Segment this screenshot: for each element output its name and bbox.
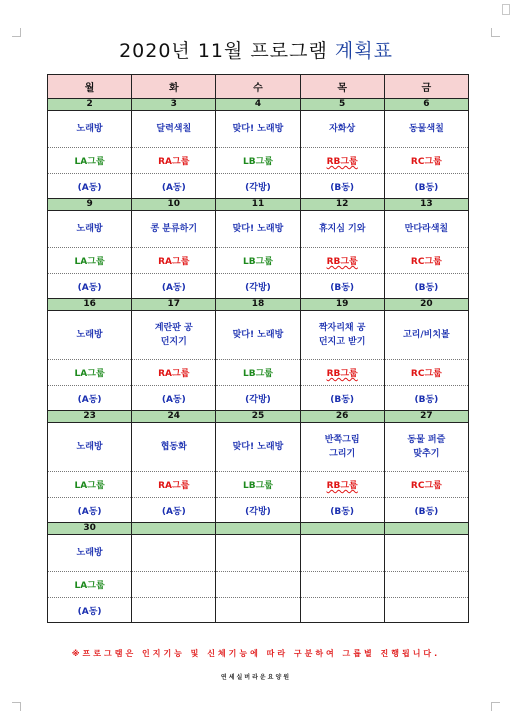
group-cell: RA그룹 [132,248,216,274]
activity-cell: 동물색칠 [384,111,468,148]
group-cell: RC그룹 [384,360,468,386]
group-cell: RC그룹 [384,472,468,498]
room-cell: (각방) [216,174,300,199]
activity-cell: 동물 퍼즐 맞추기 [384,423,468,472]
title-highlight: 계획표 [334,40,393,62]
room-cell: (B동) [300,386,384,411]
date-cell: 25 [216,411,300,423]
room-cell: (A동) [48,174,132,199]
date-cell: 4 [216,99,300,111]
activity-cell: 노래방 [48,211,132,248]
activity-cell: 콩 분류하기 [132,211,216,248]
room-cell: (B동) [300,498,384,523]
week-2-dates-row [48,199,469,211]
activity-cell: 노래방 [48,311,132,360]
activity-cell: 맞다! 노래방 [216,311,300,360]
week-1-dates-row [48,99,469,111]
week-1-activities-row [48,111,469,148]
date-cell [216,523,300,535]
group-cell [300,572,384,598]
room-cell: (A동) [48,386,132,411]
activity-cell: 반쪽그림 그리기 [300,423,384,472]
room-cell: (A동) [132,174,216,199]
room-cell: (B동) [384,498,468,523]
week-4-groups-row [48,472,469,498]
week-3-activities-row [48,311,469,360]
room-cell: (B동) [384,174,468,199]
activity-cell: 맞다! 노래방 [216,111,300,148]
date-cell: 24 [132,411,216,423]
date-cell: 18 [216,299,300,311]
activity-cell: 맞다! 노래방 [216,423,300,472]
date-cell: 16 [48,299,132,311]
weekday-header-cell: 화 [132,75,216,99]
week-3-rooms-row [48,386,469,411]
activity-cell: 고리/비치볼 [384,311,468,360]
group-cell [216,572,300,598]
date-cell: 9 [48,199,132,211]
week-5-activities-row [48,535,469,572]
week-2-activities-row [48,211,469,248]
group-cell: RA그룹 [132,360,216,386]
activity-cell: 달력색칠 [132,111,216,148]
room-cell: (A동) [132,274,216,299]
page-title [0,36,512,63]
activity-cell [216,535,300,572]
group-cell: LB그룹 [216,360,300,386]
activity-cell: 자화상 [300,111,384,148]
weekday-header-cell: 금 [384,75,468,99]
group-cell: RC그룹 [384,148,468,174]
activity-cell: 맞다! 노래방 [216,211,300,248]
date-cell: 3 [132,99,216,111]
date-cell: 13 [384,199,468,211]
week-3-dates-row [48,299,469,311]
date-cell: 12 [300,199,384,211]
date-cell [300,523,384,535]
program-schedule-table [47,74,469,623]
date-cell [384,523,468,535]
activity-cell: 계란판 공 던지기 [132,311,216,360]
week-5-rooms-row [48,598,469,623]
activity-cell [132,535,216,572]
room-cell: (각방) [216,274,300,299]
date-cell: 27 [384,411,468,423]
week-2-groups-row [48,248,469,274]
date-cell: 30 [48,523,132,535]
group-cell: RC그룹 [384,248,468,274]
date-cell: 6 [384,99,468,111]
room-cell: (A동) [132,498,216,523]
date-cell: 19 [300,299,384,311]
group-cell: RB그룹 [300,360,384,386]
activity-cell: 협동화 [132,423,216,472]
date-cell: 5 [300,99,384,111]
activity-cell: 짝자리채 공 던지고 받기 [300,311,384,360]
week-4-rooms-row [48,498,469,523]
room-cell: (각방) [216,386,300,411]
title-main: 2020년 11월 프로그램 [119,40,328,62]
week-2-rooms-row [48,274,469,299]
group-cell: LA그룹 [48,472,132,498]
group-cell: RB그룹 [300,472,384,498]
group-cell: LA그룹 [48,248,132,274]
week-5-groups-row [48,572,469,598]
activity-cell: 만다라색칠 [384,211,468,248]
room-cell: (B동) [384,386,468,411]
weekday-header-cell: 월 [48,75,132,99]
group-cell: RB그룹 [300,248,384,274]
room-cell [384,598,468,623]
group-cell: RA그룹 [132,472,216,498]
date-cell: 10 [132,199,216,211]
week-1-groups-row [48,148,469,174]
weekday-header-cell: 목 [300,75,384,99]
group-cell: LA그룹 [48,360,132,386]
room-cell: (B동) [384,274,468,299]
group-cell: LB그룹 [216,148,300,174]
program-note: ※프로그램은 인지기능 및 신체기능에 따라 구분하여 그룹별 진행됩니다. [71,649,441,658]
weekday-header-cell: 수 [216,75,300,99]
room-cell: (A동) [132,386,216,411]
week-5-dates-row [48,523,469,535]
group-cell: LB그룹 [216,248,300,274]
week-3-groups-row [48,360,469,386]
date-cell: 11 [216,199,300,211]
date-cell: 17 [132,299,216,311]
group-cell: LB그룹 [216,472,300,498]
group-cell: LA그룹 [48,148,132,174]
group-cell: RB그룹 [300,148,384,174]
room-cell [132,598,216,623]
room-cell: (A동) [48,498,132,523]
activity-cell: 노래방 [48,111,132,148]
page-corner-marker [502,4,510,15]
week-4-dates-row [48,411,469,423]
activity-cell [300,535,384,572]
crop-mark-bottom-right [491,702,500,711]
activity-cell: 노래방 [48,535,132,572]
facility-name-footer: 연세실버라운요양원 [220,674,292,681]
activity-cell [384,535,468,572]
week-1-rooms-row [48,174,469,199]
date-cell: 23 [48,411,132,423]
group-cell: LA그룹 [48,572,132,598]
room-cell: (A동) [48,274,132,299]
group-cell [132,572,216,598]
activity-cell: 노래방 [48,423,132,472]
date-cell: 26 [300,411,384,423]
group-cell [384,572,468,598]
date-cell: 20 [384,299,468,311]
activity-cell: 휴지심 기와 [300,211,384,248]
week-4-activities-row [48,423,469,472]
date-cell [132,523,216,535]
crop-mark-bottom-left [12,702,21,711]
room-cell [300,598,384,623]
weekday-header-row [48,75,469,99]
room-cell [216,598,300,623]
room-cell: (A동) [48,598,132,623]
group-cell: RA그룹 [132,148,216,174]
room-cell: (B동) [300,174,384,199]
date-cell: 2 [48,99,132,111]
room-cell: (B동) [300,274,384,299]
room-cell: (각방) [216,498,300,523]
